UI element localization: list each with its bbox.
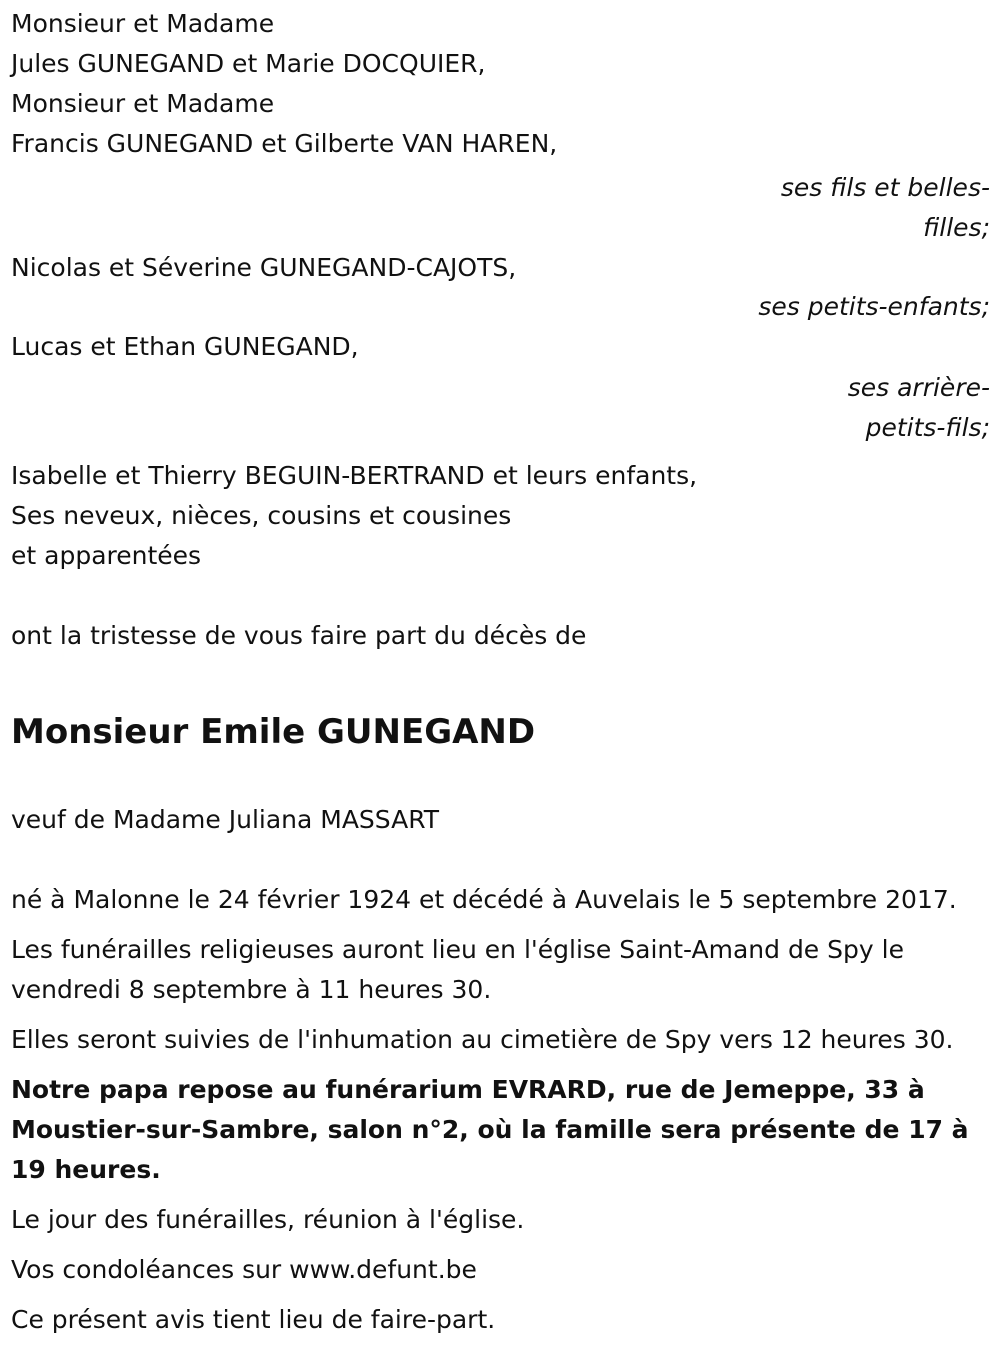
great-grandchildren-role: ses arrière-petits-fils;	[847, 373, 990, 442]
grandchildren-block	[11, 248, 990, 327]
deceased-name: Monsieur Emile GUNEGAND	[11, 712, 536, 752]
sons-line: Monsieur et Madame	[11, 89, 275, 118]
burial-text: Elles seront suivies de l'inhumation au cimetière de Spy vers 12 heures 30.	[11, 1025, 954, 1054]
sons-role: ses fils et belles-filles;	[780, 173, 990, 242]
birth-death-text: né à Malonne le 24 février 1924 et décédé à Auvelais le 5 septembre 2017.	[11, 885, 957, 914]
meeting-text: Le jour des funérailles, réunion à l'église.	[11, 1205, 525, 1234]
sons-line: Francis GUNEGAND et Gilberte VAN HAREN,	[11, 129, 558, 158]
sons-line: Jules GUNEGAND et Marie DOCQUIER,	[11, 49, 486, 78]
widower-of: veuf de Madame Juliana MASSART	[11, 805, 440, 834]
relatives-line: Ses neveux, nièces, cousins et cousines	[11, 501, 512, 530]
condolences-text: Vos condoléances sur www.defunt.be	[11, 1255, 477, 1284]
notice-text: Ce présent avis tient lieu de faire-part.	[11, 1305, 496, 1334]
funeral-text: Les funérailles religieuses auront lieu en l'église Saint-Amand de Spy le vendredi 8 septembre à 11 heures 30.	[11, 935, 904, 1004]
relatives-line: et apparentées	[11, 541, 202, 570]
great-grandchildren-names: Lucas et Ethan GUNEGAND,	[11, 332, 359, 361]
great-grandchildren-block	[11, 327, 990, 448]
grandchildren-role: ses petits-enfants;	[758, 292, 990, 321]
sons-line: Monsieur et Madame	[11, 9, 275, 38]
sons-block	[11, 4, 990, 248]
announcement-text: ont la tristesse de vous faire part du décès de	[11, 621, 587, 650]
grandchildren-names: Nicolas et Séverine GUNEGAND-CAJOTS,	[11, 253, 517, 282]
other-relatives-block	[11, 456, 990, 576]
rest-place-text: Notre papa repose au funérarium EVRARD, rue de Jemeppe, 33 à Moustier-sur-Sambre, salon n°2, où la famille sera présente de 17 à 19 heures.	[11, 1075, 969, 1184]
relatives-line: Isabelle et Thierry BEGUIN-BERTRAND et leurs enfants,	[11, 461, 698, 490]
